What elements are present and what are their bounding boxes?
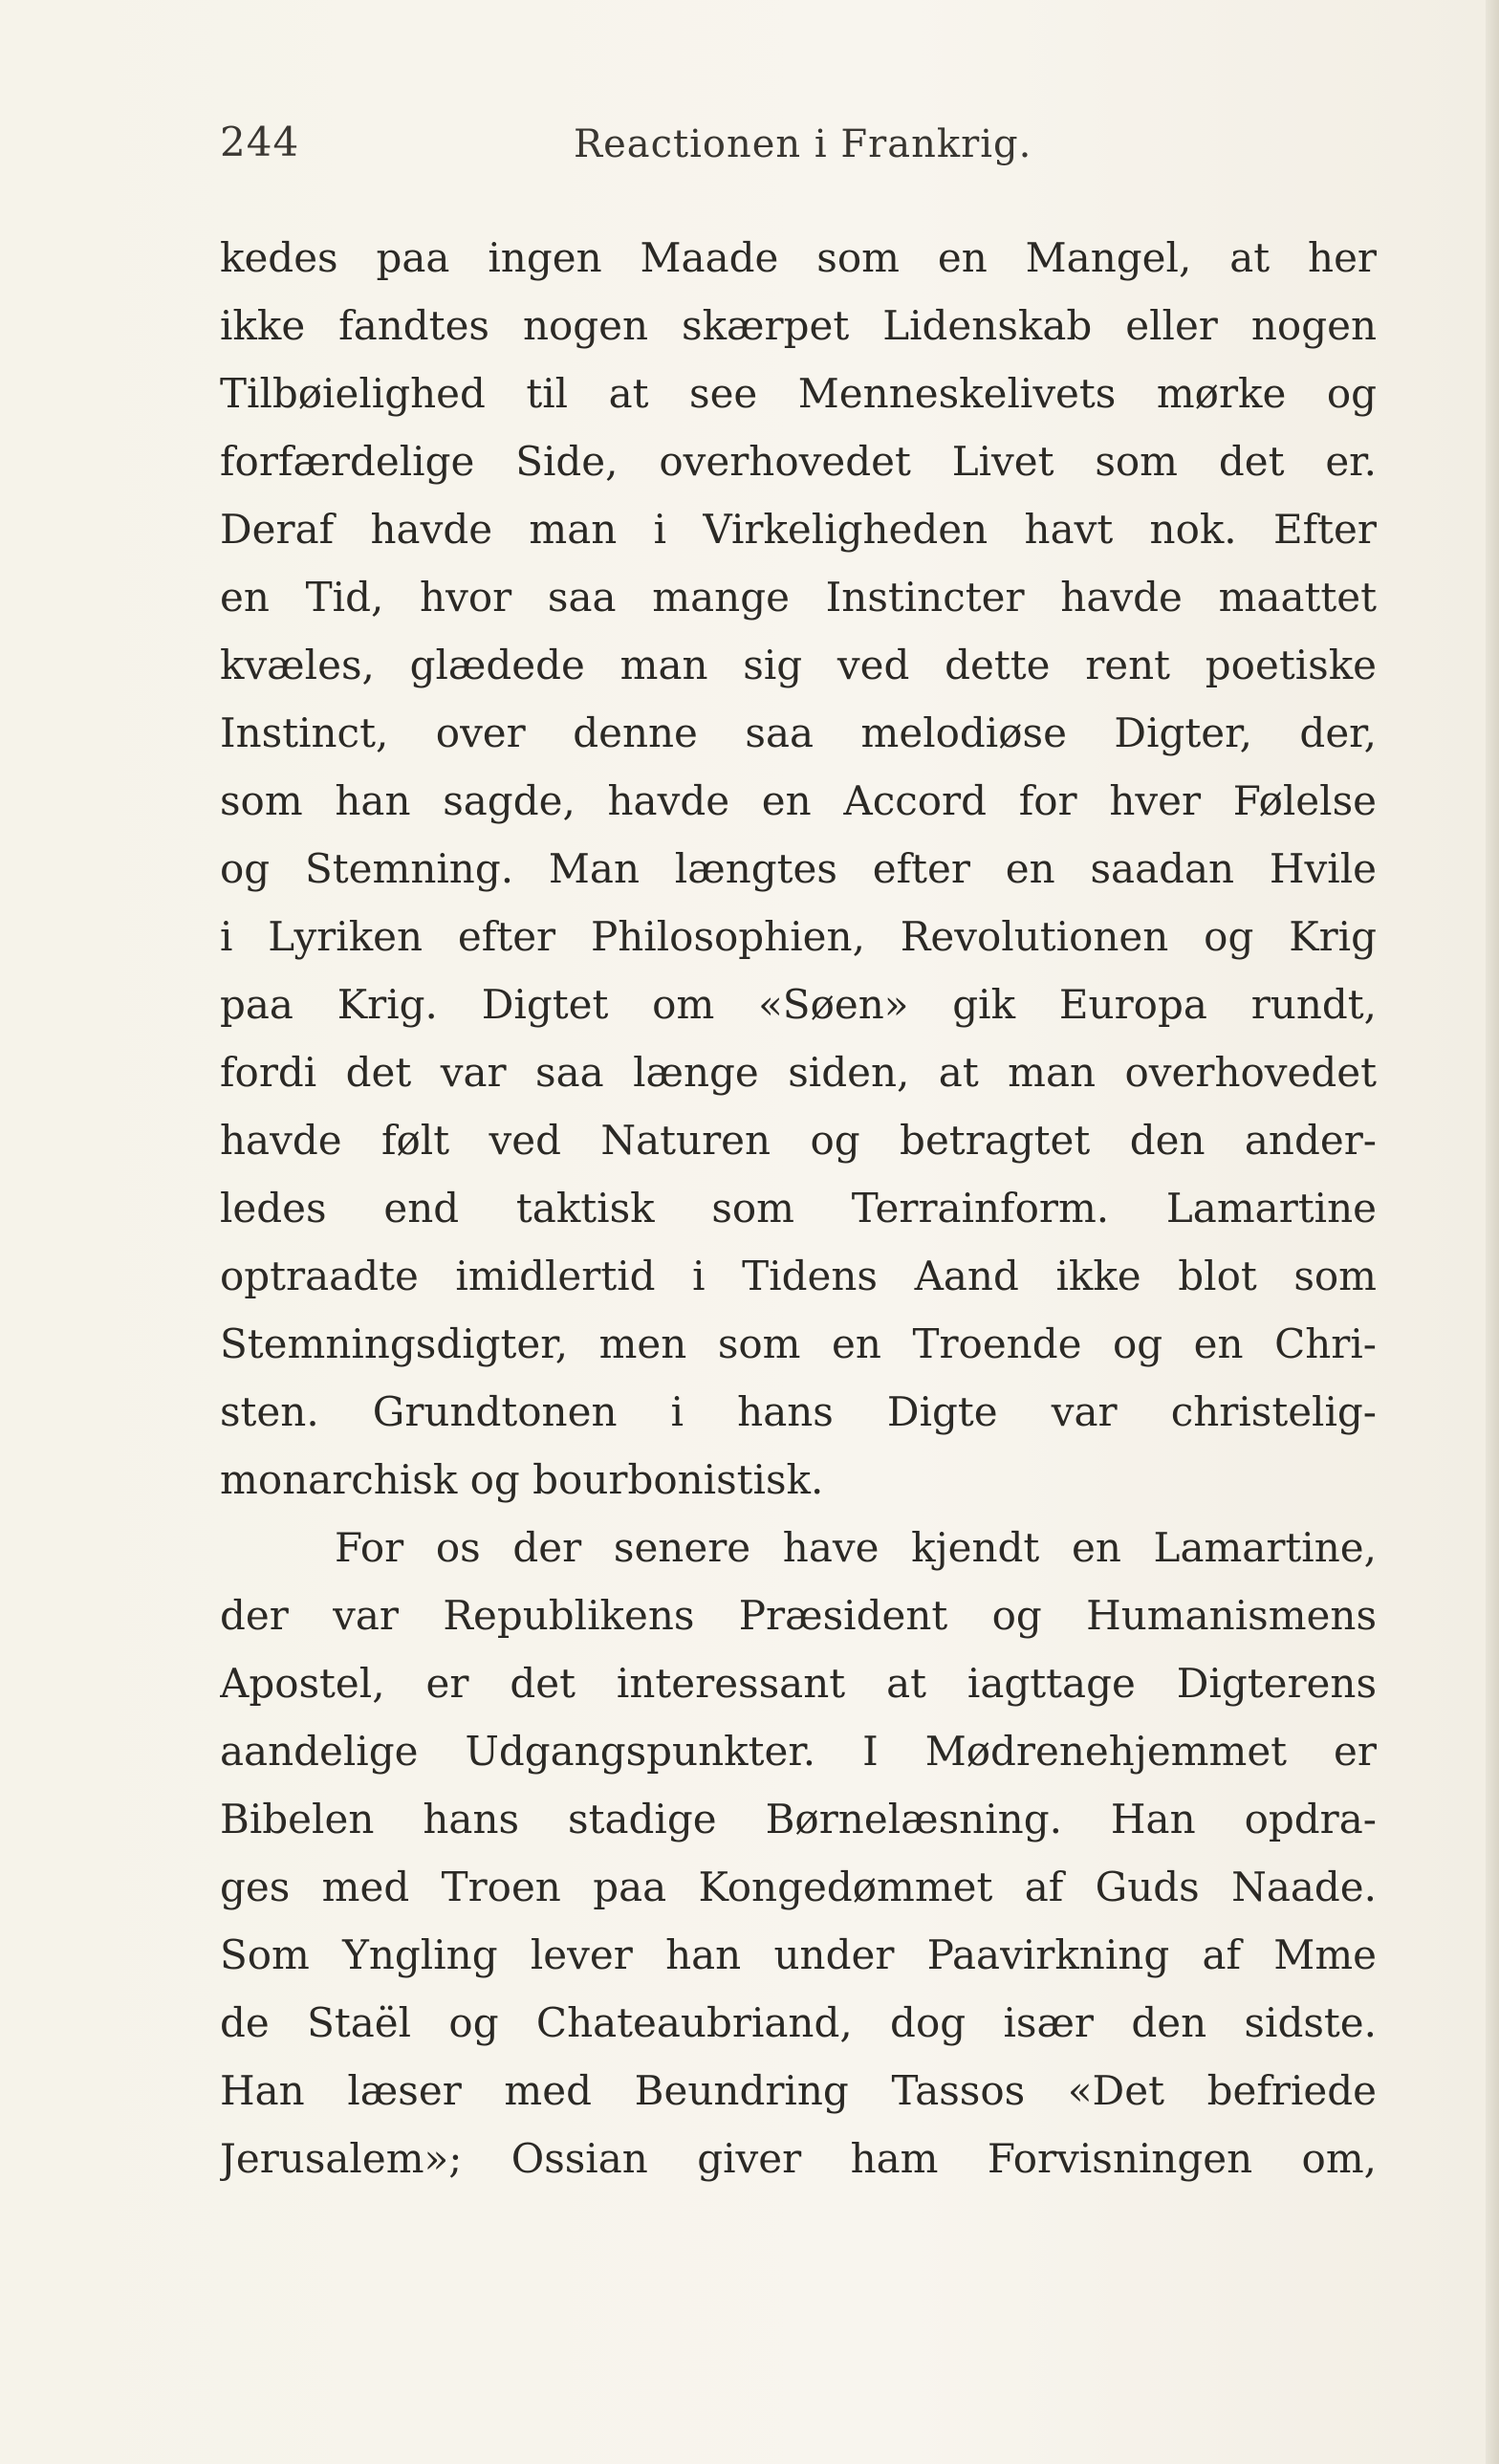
text-line: Apostel, er det interessant at iagttage Digterens — [220, 1660, 1377, 1707]
text-line: havde følt ved Naturen og betragtet den ander- — [220, 1117, 1377, 1164]
text-line-paragraph-start: For os der senere have kjendt en Lamartine, — [335, 1524, 1377, 1571]
text-line: Stemningsdigter, men som en Troende og en Chri- — [220, 1320, 1377, 1367]
text-line: Deraf havde man i Virkeligheden havt nok. Efter — [220, 506, 1377, 553]
text-line: ikke fandtes nogen skærpet Lidenskab eller nogen — [220, 302, 1377, 349]
page-edge-shadow — [1486, 0, 1499, 2464]
text-line: kvæles, glædede man sig ved dette rent poetiske — [220, 642, 1377, 688]
text-line: og Stemning. Man længtes efter en saadan Hvile — [220, 845, 1377, 892]
text-line: i Lyriken efter Philosophien, Revolutionen og Krig — [220, 913, 1377, 960]
page-number: 244 — [220, 119, 300, 165]
text-line: Som Yngling lever han under Paavirkning af Mme — [220, 1931, 1377, 1978]
text-line: optraadte imidlertid i Tidens Aand ikke blot som — [220, 1253, 1377, 1299]
text-line: som han sagde, havde en Accord for hver Følelse — [220, 777, 1377, 824]
text-line: ges med Troen paa Kongedømmet af Guds Naade. — [220, 1864, 1377, 1910]
text-line: Han læser med Beundring Tassos «Det befriede — [220, 2067, 1377, 2114]
page-header — [220, 119, 1377, 176]
text-line-paragraph-end: monarchisk og bourbonistisk. — [220, 1456, 824, 1503]
text-line: Jerusalem»; Ossian giver ham Forvisningen om, — [220, 2135, 1377, 2182]
text-line: Bibelen hans stadige Børnelæsning. Han opdra- — [220, 1796, 1377, 1843]
text-line: ledes end taktisk som Terrainform. Lamartine — [220, 1185, 1377, 1232]
text-line: fordi det var saa længe siden, at man overhovedet — [220, 1049, 1377, 1096]
text-line: Instinct, over denne saa melodiøse Digter, der, — [220, 709, 1377, 756]
body-text — [220, 224, 1377, 2192]
text-line: paa Krig. Digtet om «Søen» gik Europa rundt, — [220, 981, 1377, 1028]
text-line: Tilbøielighed til at see Menneskelivets mørke og — [220, 370, 1377, 417]
running-title: Reactionen i Frankrig. — [574, 122, 1032, 166]
text-line: der var Republikens Præsident og Humanismens — [220, 1592, 1377, 1639]
text-line: de Staël og Chateaubriand, dog især den sidste. — [220, 1999, 1377, 2046]
text-line: sten. Grundtonen i hans Digte var christelig- — [220, 1388, 1377, 1435]
text-line: aandelige Udgangspunkter. I Mødrenehjemmet er — [220, 1728, 1377, 1775]
text-line: kedes paa ingen Maade som en Mangel, at her — [220, 234, 1377, 281]
text-line: en Tid, hvor saa mange Instincter havde maattet — [220, 574, 1377, 621]
text-line: forfærdelige Side, overhovedet Livet som det er. — [220, 438, 1377, 485]
